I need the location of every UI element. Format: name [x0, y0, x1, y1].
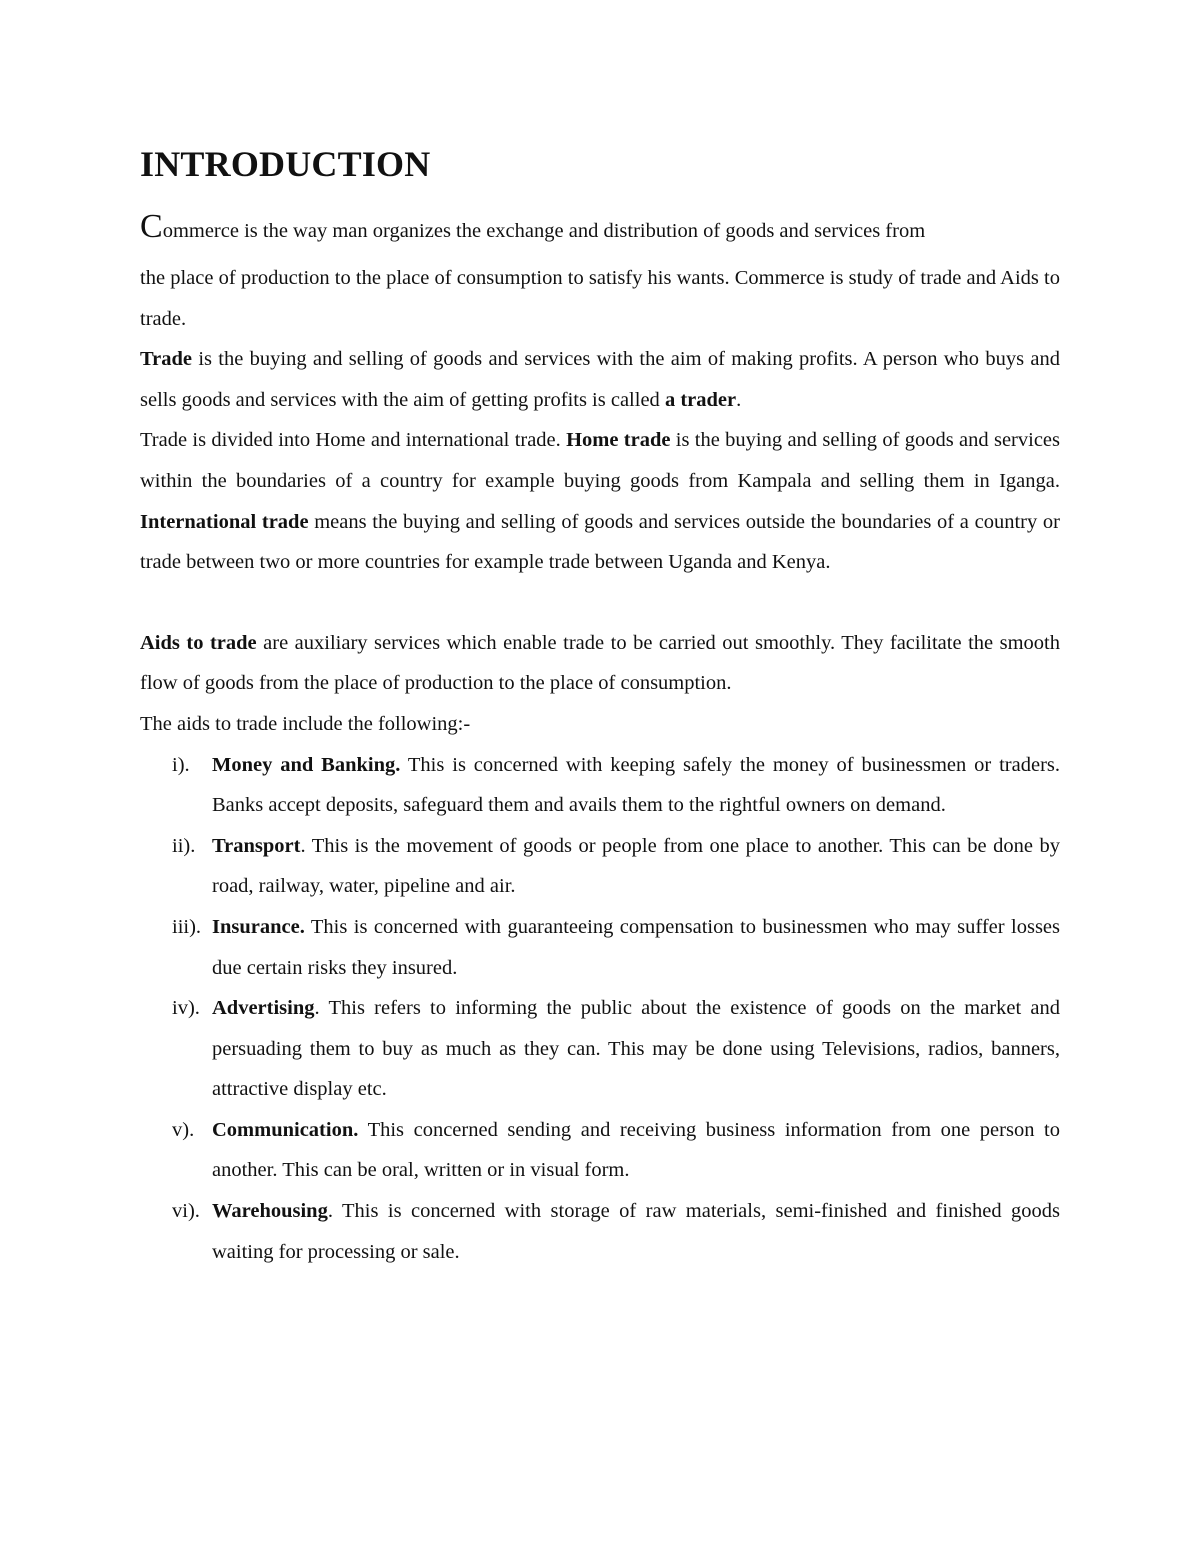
list-item-term: Communication.	[212, 1118, 359, 1141]
international-trade-term: International trade	[140, 510, 309, 533]
list-item	[140, 745, 1060, 826]
trader-term: a trader	[664, 388, 737, 411]
intro-paragraph-continued: the place of production to the place of consumption to satisfy his wants. Commerce is study of trade and Aids to trade.	[140, 267, 1060, 330]
aids-text: are auxiliary services which enable trade to be carried out smoothly. They facilitate the smooth flow of goods from the place of production to the place of consumption.	[140, 631, 1060, 695]
list-item-term: Insurance.	[212, 915, 305, 938]
aids-paragraph	[140, 623, 1060, 704]
intro-paragraph	[140, 204, 1060, 258]
list-item-term: Money and Banking.	[212, 753, 401, 776]
page-title: INTRODUCTION	[140, 144, 431, 184]
aids-list-intro: The aids to trade include the following:-	[140, 712, 471, 735]
list-marker: i).	[172, 753, 190, 776]
list-item-text: This concerned sending and receiving business information from one person to another. This can be oral, written or in visual form.	[212, 1118, 1060, 1182]
list-item-term: Advertising	[212, 997, 315, 1020]
list-marker: vi).	[172, 1200, 200, 1223]
list-item	[140, 1110, 1060, 1191]
trade-division-paragraph	[140, 420, 1060, 582]
trade-text2: .	[736, 388, 742, 411]
home-trade-term: Home trade	[566, 429, 671, 452]
list-item	[140, 988, 1060, 1110]
trade-division-text1: Trade is divided into Home and international trade.	[140, 429, 567, 452]
list-item	[140, 1191, 1060, 1272]
list-item-term: Warehousing	[212, 1200, 328, 1223]
list-marker: iv).	[172, 997, 200, 1020]
list-item	[140, 826, 1060, 907]
trade-division-text2: is the buying and selling of goods and services within the boundaries of a country for example buying goods from Kampala and selling them in Iganga.	[140, 429, 1060, 492]
aids-term: Aids to trade	[140, 631, 257, 654]
document-page	[140, 140, 1060, 1272]
list-item-text: . This is the movement of goods or people from one place to another. This can be done by road, railway, water, pipeline and air.	[212, 834, 1060, 898]
intro-text-line1: ommerce is the way man organizes the exchange and distribution of goods and services from	[162, 220, 926, 242]
list-item-text: . This refers to informing the public about the existence of goods on the market and persuading them to buy as much as they can. This may be done using Televisions, radios, banners, attractive display etc.	[212, 997, 1060, 1101]
trade-paragraph	[140, 339, 1060, 420]
list-marker: ii).	[172, 834, 196, 857]
list-marker: iii).	[172, 915, 202, 938]
trade-text1: is the buying and selling of goods and services with the aim of making profits. A person who buys and sells goods and services with the aim of getting profits is called	[140, 348, 1060, 411]
paragraph-spacer	[140, 583, 1060, 623]
list-item-text: This is concerned with keeping safely the money of businessmen or traders. Banks accept deposits, safeguard them and avails them to the rightful owners on demand.	[212, 753, 1060, 817]
trade-division-text3: means the buying and selling of goods and services outside the boundaries of a country or trade between two or more countries for example trade between Uganda and Kenya.	[140, 510, 1060, 574]
list-marker: v).	[172, 1118, 195, 1141]
intro-dropcap: C	[140, 208, 163, 245]
aids-list	[140, 745, 1060, 1273]
list-item-text: This is concerned with guaranteeing compensation to businessmen who may suffer losses due certain risks they insured.	[212, 915, 1060, 979]
trade-term: Trade	[140, 348, 193, 371]
list-item-text: . This is concerned with storage of raw materials, semi-finished and finished goods waiting for processing or sale.	[212, 1200, 1060, 1263]
list-item	[140, 907, 1060, 988]
list-item-term: Transport	[212, 834, 301, 857]
